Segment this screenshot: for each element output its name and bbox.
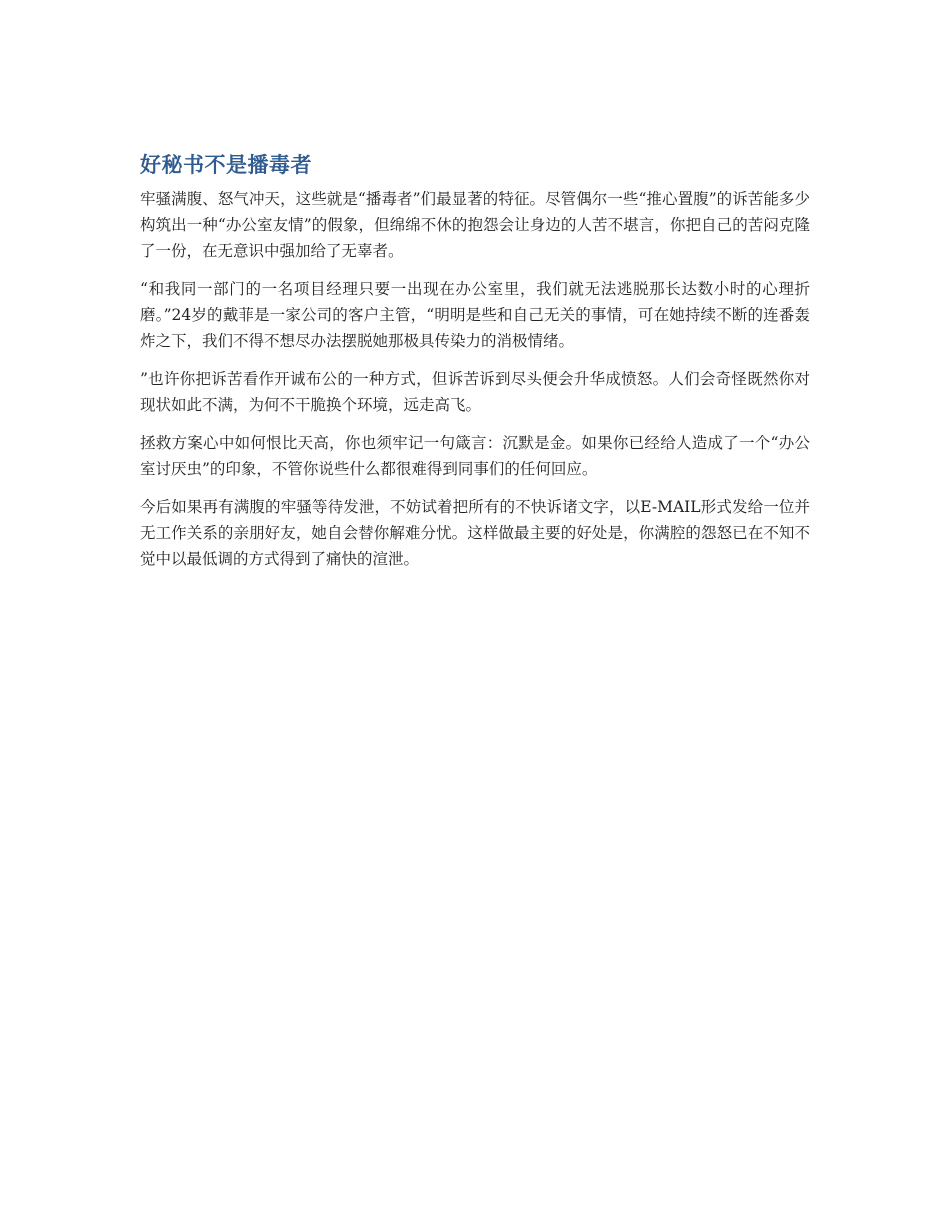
article-body bbox=[140, 150, 810, 584]
paragraph-5: 今后如果再有满腹的牢骚等待发泄，不妨试着把所有的不快诉诸文字，以E-MAIL形式发给一位并无工作关系的亲朋好友，她自会替你解难分忧。这样做最主要的好处是，你满腔的怨怒已在不知不觉中以最低调的方式得到了痛快的渲泄。 bbox=[140, 498, 810, 568]
article-title: 好秘书不是播毒者 bbox=[140, 153, 312, 177]
paragraph-4: 拯救方案心中如何恨比天高，你也须牢记一句箴言：沉默是金。如果你已经给人造成了一个“办公室讨厌虫”的印象，不管你说些什么都很难得到同事们的任何回应。 bbox=[140, 434, 810, 478]
paragraph-3: ”也许你把诉苦看作开诚布公的一种方式，但诉苦诉到尽头便会升华成愤怒。人们会奇怪既然你对现状如此不满，为何不干脆换个环境，远走高飞。 bbox=[140, 370, 810, 414]
paragraph-2: “和我同一部门的一名项目经理只要一出现在办公室里，我们就无法逃脱那长达数小时的心理折磨。”24岁的戴菲是一家公司的客户主管，“明明是些和自己无关的事情，可在她持续不断的连番轰炸之下，我们不得不想尽办法摆脱她那极具传染力的消极情绪。 bbox=[140, 280, 810, 350]
paragraph-1: 牢骚满腹、怒气冲天，这些就是“播毒者”们最显著的特征。尽管偶尔一些“推心置腹”的诉苦能多少构筑出一种“办公室友情”的假象，但绵绵不休的抱怨会让身边的人苦不堪言，你把自己的苦闷克隆了一份，在无意识中强加给了无辜者。 bbox=[140, 190, 810, 260]
